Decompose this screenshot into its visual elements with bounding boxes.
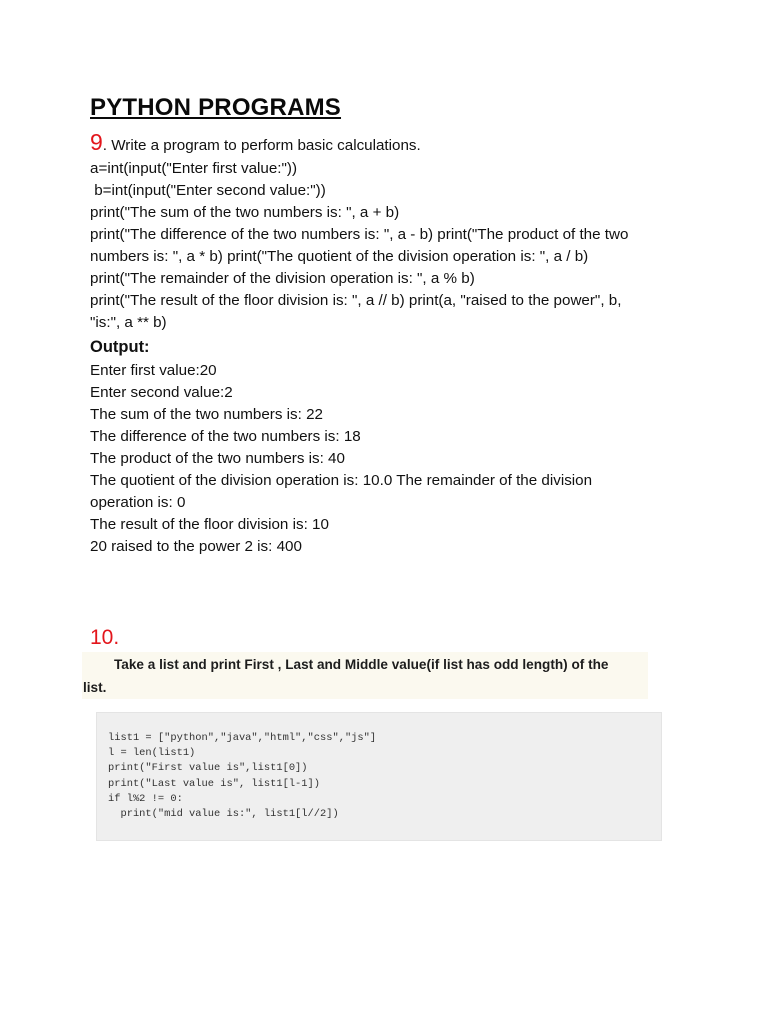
code-line: if l%2 != 0: [108,792,183,805]
q9-output-line: The difference of the two numbers is: 18 [90,428,361,445]
q9-code-line: print("The sum of the two numbers is: ", a + b) [90,204,400,221]
q9-output-line: Enter second value:2 [90,384,233,401]
code-line: print("First value is",list1[0]) [108,762,308,775]
question-10-text [82,652,648,699]
q9-output-line: The product of the two numbers is: 40 [90,450,345,467]
q9-code-line: b=int(input("Enter second value:")) [90,182,326,199]
q9-code-line: "is:", a ** b) [90,314,167,331]
q9-code-line: numbers is: ", a * b) print("The quotient of the division operation is: ", a / b) [90,248,589,265]
q9-code-line: a=int(input("Enter first value:")) [90,160,298,177]
code-line: print("Last value is", list1[l-1]) [108,777,321,790]
question-9-text: . Write a program to perform basic calculations. [102,137,421,154]
q9-output-line: The sum of the two numbers is: 22 [90,406,323,423]
q9-output-line: 20 raised to the power 2 is: 400 [90,538,302,555]
q9-output-line: The quotient of the division operation is: 10.0 The remainder of the division [90,472,593,489]
question-9-number: 9 [90,129,103,155]
q9-output-line: Enter first value:20 [90,362,217,379]
code-line: l = len(list1) [108,747,196,760]
question-10-line: list. [83,680,107,695]
code-line: print("mid value is:", list1[l//2]) [108,808,339,821]
code-line: list1 = ["python","java","html","css","js"] [108,732,377,744]
q9-code-line: print("The difference of the two numbers is: ", a - b) print("The product of the two [90,226,629,243]
question-9-heading [90,129,421,156]
output-label: Output: [90,338,150,356]
page-title: PYTHON PROGRAMS [90,94,342,121]
question-10-number: 10. [90,626,120,649]
code-snippet [108,731,376,822]
q9-code-line: print("The remainder of the division operation is: ", a % b) [90,270,475,287]
question-10-line: Take a list and print First , Last and Middle value(if list has odd length) of the [114,657,609,672]
q9-output-line: operation is: 0 [90,494,186,511]
code-snippet-box [96,712,662,841]
q9-code-line: print("The result of the floor division is: ", a // b) print(a, "raised to the power", b, [90,292,622,309]
q9-output-line: The result of the floor division is: 10 [90,516,329,533]
